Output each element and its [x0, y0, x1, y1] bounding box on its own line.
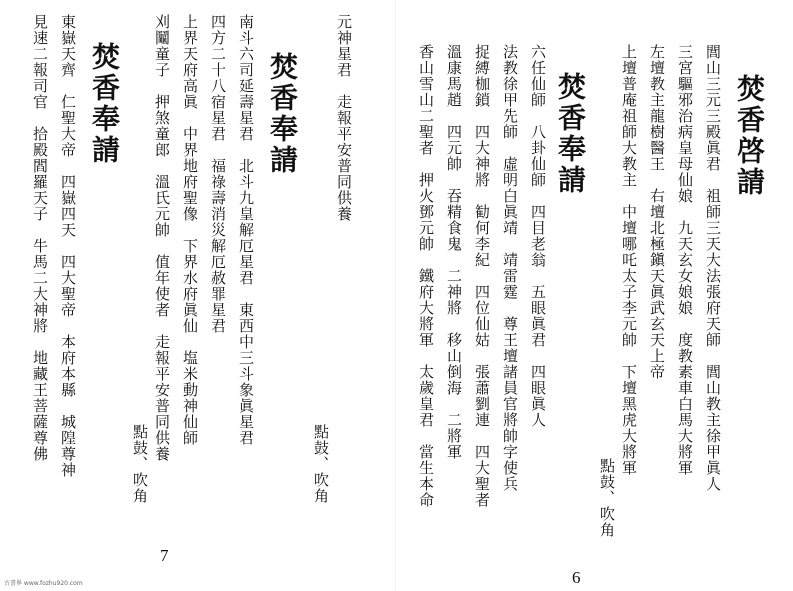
text-column: 閭山三元三殿眞君 祖師三天大法張府天師 閭山教主徐甲眞人: [704, 44, 722, 492]
text-column: 上界天府高眞 中界地府聖像 下界水府眞仙 塩米動神仙師: [181, 14, 199, 446]
text-column: 南斗六司延壽星君 北斗九皇解厄星君 東西中三斗象眞星君: [237, 14, 255, 446]
drum-note: 點鼓、吹角: [312, 424, 330, 504]
section-title-fengqing: 焚香奉請: [88, 42, 121, 166]
page-number: 6: [572, 568, 581, 587]
text-column: 捉縛枷鎖 四大神將 勧何李紀 四位仙姑 張蕭劉連 四大聖者: [473, 44, 491, 508]
page-number: 7: [160, 546, 169, 565]
text-column: 左壇教主龍樹醫王 右壇北極鎭天眞武玄天上帝: [648, 44, 666, 380]
continued-line: 元神星君 走報平安普同供養: [335, 14, 353, 222]
text-column: 刈鬮童子 押煞童郎 溫氏元帥 值年使者 走報平安普同供養: [153, 14, 171, 462]
text-column: 四方二十八宿星君 福祿壽消災解厄赦罪星君: [209, 14, 227, 334]
text-column: 見速二報司官 拾殿閻羅天子 牛馬二大神將 地藏王菩薩尊佛: [31, 14, 49, 462]
text-column: 法教徐甲先師 虛明白眞靖 靖雷霆 尊王壇諸員官將帥字使兵: [501, 44, 519, 492]
text-column: 三宮驅邪治病皇母仙娘 九天玄女娘娘 度教素車白馬大將軍: [676, 44, 694, 476]
text-column: 上壇普庵祖師大教主 中壇哪吒太子李元帥 下壇黑虎大將軍: [620, 44, 638, 476]
watermark: 古書界 www.fozhu920.com: [4, 580, 83, 587]
section-title-qiqing: 焚香啓請: [733, 74, 766, 198]
section-title-fengqing: 焚香奉請: [266, 52, 299, 176]
text-column: 溫康馬趙 四元帥 吞精食鬼 二神將 移山倒海 二將軍: [445, 44, 463, 460]
text-column: 香山雪山二聖者 押火鄧元帥 鐵府大將軍 太歲皇君 當生本命: [417, 44, 435, 508]
section-title-fengqing: 焚香奉請: [554, 72, 587, 196]
drum-note: 點鼓、吹角: [598, 458, 616, 538]
drum-note: 點鼓、吹角: [131, 424, 149, 504]
page-7: [0, 0, 396, 591]
text-column: 東嶽天齊 仁聖大帝 四嶽四天 四大聖帝 本府本縣 城隍尊神: [59, 14, 77, 478]
page-6: [396, 0, 793, 591]
text-column: 六任仙師 八卦仙師 四目老翁 五眼眞君 四眼眞人: [529, 44, 547, 428]
